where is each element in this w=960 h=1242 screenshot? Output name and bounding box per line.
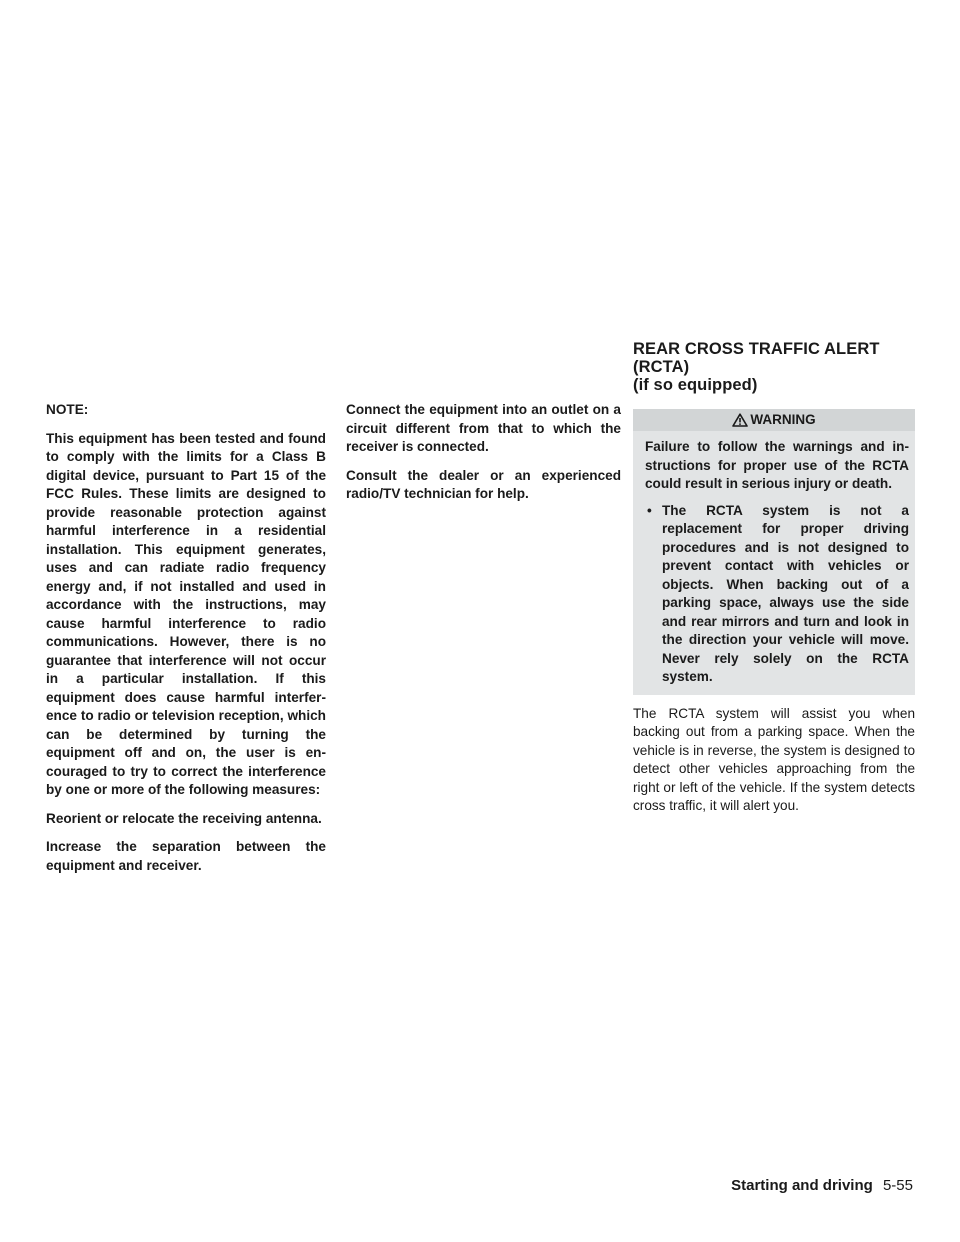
warning-bullet-list	[645, 502, 909, 687]
note-label: NOTE:	[46, 402, 89, 417]
warning-label: WARNING	[750, 412, 816, 427]
footer-section-name: Starting and driving	[731, 1177, 873, 1194]
warning-box	[633, 409, 915, 695]
warning-intro: Failure to follow the warnings and instructions for proper use of the RCTA could result in serious injury or death.	[645, 439, 909, 491]
warning-bullet-item	[645, 502, 909, 687]
bullet-marker: •	[647, 502, 652, 518]
section-title	[633, 340, 915, 394]
page-number: 5-55	[882, 1177, 913, 1194]
measure-reorient-paragraph: Reorient or relocate the receiving antenna.	[46, 810, 322, 826]
warning-header	[633, 409, 915, 431]
right-column	[633, 340, 915, 826]
rcta-description: The RCTA system will assist you when backing out from a parking space. When the vehicle is in reverse, the system is designed to detect other vehicles approaching from the right or left of the vehicle. If the system detects cross traffic, it will alert you.	[633, 705, 915, 813]
left-column	[46, 401, 326, 885]
warning-bullet-text: The RCTA system is not a replacement for proper driving procedures and is not designed to prevent contact with vehicles or objects. When backing out of a parking space, always use the side and rear mirrors and turn and look in the direction your vehicle will move. Never rely solely on the RCTA system.	[662, 502, 909, 684]
fcc-statement-paragraph: This equipment has been tested and found to comply with the limits for a Class B digital device, pursuant to Part 15 of the FCC Rules. These limits are designed to provide reasonable protection against harmful interference in a residential installation. This equipment generates, uses and can radiate radio frequency energy and, if not installed and used in accordance with the instructions, may cause harmful interference to radio communications. However, there is no guarantee that interference will not occur in a particular installation. If this equipment does cause harmful interference to radio or television reception, which can be determined by turning the equipment off and on, the user is encouraged to try to correct the interference by one or more of the following measures:	[46, 430, 326, 797]
section-title-line1: REAR CROSS TRAFFIC ALERT (RCTA)	[633, 340, 880, 376]
page-footer	[731, 1176, 913, 1196]
section-title-line2: (if so equipped)	[633, 376, 758, 394]
warning-triangle-icon	[732, 413, 748, 427]
middle-column	[346, 401, 621, 514]
measure-outlet-paragraph: Connect the equipment into an outlet on a circuit different from that to which the receiver is connected.	[346, 402, 621, 454]
measure-separation-paragraph: Increase the separation between the equipment and receiver.	[46, 839, 326, 873]
measure-consult-paragraph: Consult the dealer or an experienced radio/TV technician for help.	[346, 467, 621, 501]
warning-body	[633, 431, 915, 695]
